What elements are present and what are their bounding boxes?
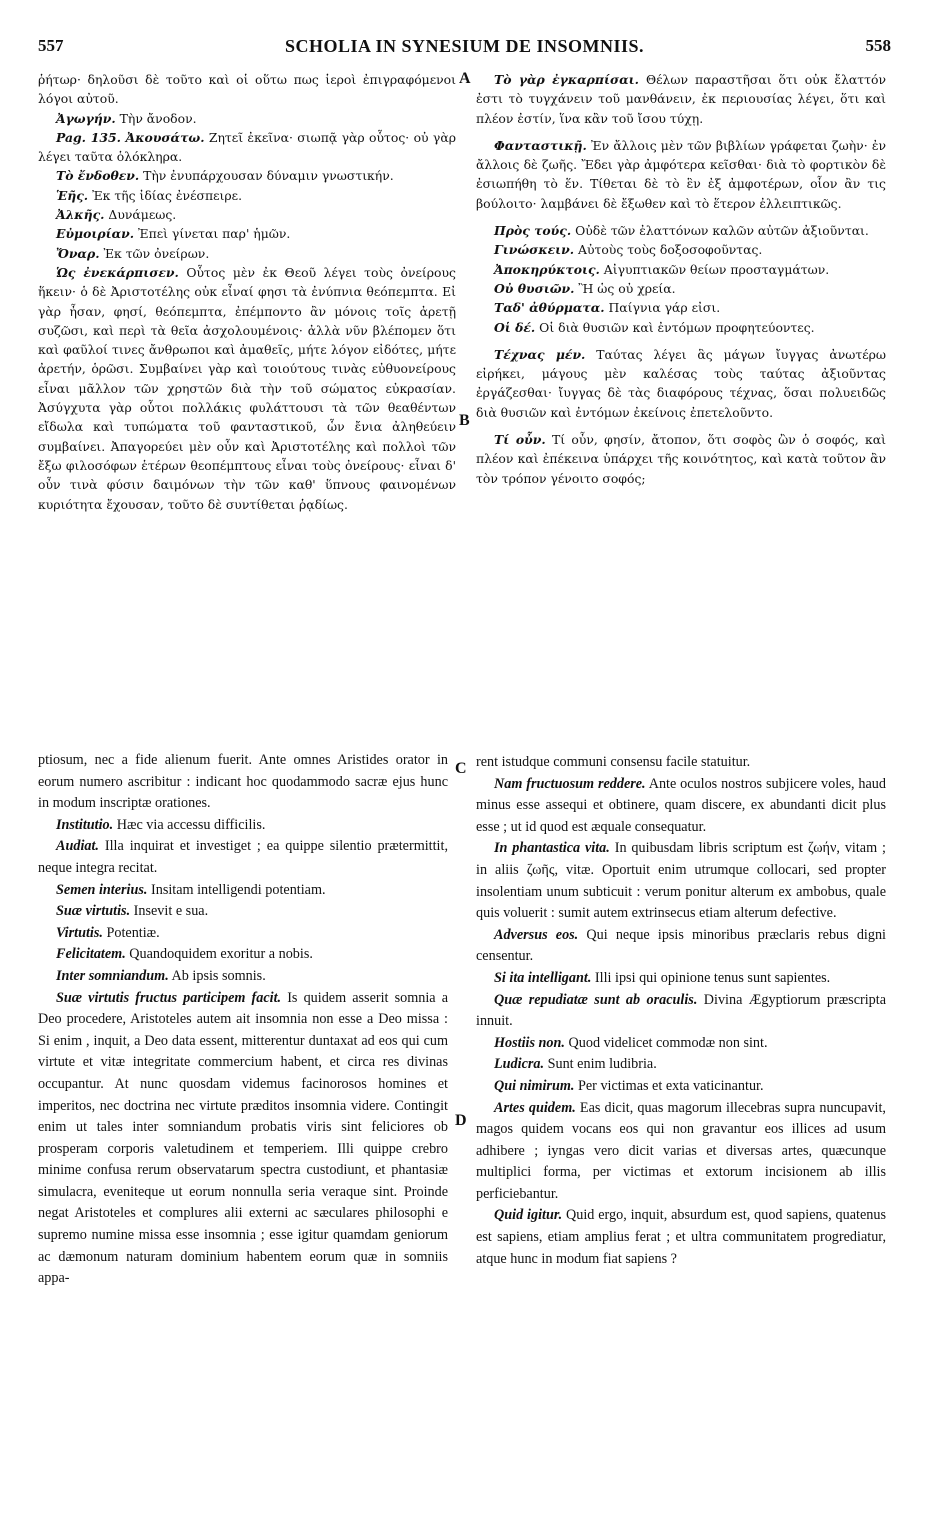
lemma: Τέχνας μέν. [494, 346, 586, 362]
gloss-text: Ἐκ τῆς ἰδίας ἐνέσπειρε. [88, 187, 243, 203]
scholion-entry [38, 923, 448, 945]
scholion-entry [476, 136, 886, 213]
lemma: Ἑῆς. [56, 187, 89, 203]
greek-scholia-left-column [38, 70, 456, 514]
scholion-entry [476, 752, 886, 774]
page-title: SCHOLIA IN SYNESIUM DE INSOMNIIS. [284, 36, 645, 56]
lemma: Οἱ δέ. [494, 319, 536, 335]
margin-marker-c: C [455, 760, 467, 777]
lemma: Hostiis non. [494, 1034, 565, 1051]
scholion-entry [38, 166, 456, 185]
gloss-text: Τί οὖν, φησίν, ἄτοπον, ὅτι σοφὸς ὢν ὁ σοφός, καὶ πλέον καὶ ἐπέκεινα ὑπάρχει τῆς κοινότητος, καὶ κατὰ τοῦτον ἂν τὸν τρόπον γένοιτο σοφός; [476, 432, 887, 486]
latin-translation-left-column [38, 750, 448, 1290]
gloss-text: Sunt enim ludibria. [544, 1056, 657, 1073]
margin-marker-b: B [459, 412, 470, 429]
lemma: Inter somniandum. [56, 967, 169, 984]
scholion-entry [476, 298, 886, 317]
gloss-text: Ἢ ὡς οὐ χρεία. [574, 280, 676, 296]
scholion-entry [476, 1098, 886, 1206]
lemma: Εὐμοιρίαν. [56, 226, 135, 242]
lemma: Τὸ ἔνδοθεν. [56, 168, 140, 184]
gloss-text: Quod videlicet commodæ non sint. [564, 1034, 768, 1051]
gloss-text: Οὐδὲ τῶν ἐλαττόνων καλῶν αὐτῶν ἀξιοῦνται. [571, 223, 869, 239]
gloss-text: Ταύτας λέγει ἃς μάγων ἴυγγας ἀνωτέρω εἰρήκει, μάγους μὲν καλέσας τοὺς ταύτας ἀξιοῦντας ἐργάζεσθαι· ἴυγγας δὲ τὰς διαφόρους τέχνας, ὅσαι πολυειδῶς διὰ θυσιῶν καὶ ἐντόμων ἐκείνοις ἐπετελοῦντο. [476, 346, 887, 420]
scholion-entry [38, 244, 456, 263]
scholion-entry [476, 318, 886, 337]
lemma: Ἀποκηρύκτοις. [494, 261, 600, 277]
scholion-entry [38, 263, 456, 514]
lemma: Ὄναρ. [56, 245, 100, 261]
gloss-text: Hæc via accessu difficilis. [113, 816, 266, 833]
scholion-entry [476, 838, 886, 924]
greek-scholia-right-column [476, 70, 886, 488]
lemma: Ἀλκῆς. [56, 207, 105, 223]
gloss-text: Οὗτος μὲν ἐκ Θεοῦ λέγει τοὺς ὀνείρους ἥκειν· ὁ δὲ Ἀριστοτέλης οὐκ εἶναί φησι τὰ ἐνύπνια θεόπεμπτα. Εἰ γὰρ ἦσαν, φησί, θεόπεμπτα, ἐπέμποντο ἂν μόνοις τοῖς ἀρετῇ συζῶσι, καὶ περὶ τὰ θεῖα ἀσχολουμένοις· ἀλλὰ νῦν βλέπομεν ὅτι καὶ φαῦλοί τινες ἄνθρωποι καὶ ἀμαθεῖς, μήτε λόγον εἰδότες, μήτε ἀρετήν, ὁρῶσι. Συμβαίνει γὰρ καὶ τοιούτους τινὰς εὐθυονείρους εἶναι μᾶλλον τῶν χρηστῶν διὰ τὴν τοῦ σώματος εὐκρασίαν. Ἀσύγχυτα γὰρ οὗτοι πολλάκις φυλάττουσι τὰ τῶν θεαθέντων εἴδωλα καὶ τυπώματα τοῦ φανταστικοῦ, ὧν ἔνια ἀληθεύειν συμβαίνει. Ἀπαγορεύει μὲν οὖν καὶ Ἀριστοτέλης καὶ πολλοὶ τῶν ἔξω φιλοσόφων ἑτέρων θεοπέμπτους εἶναι τοὺς ὀνείρους· εἶναι δ' οὖν τινὰ φύσιν δαιμόνων τὴν τῶν καθ' ὕπνους φαινομένων κυριότητα ἔχουσαν, τοῦτο δὲ συντίθεται ῥᾳδίως. [38, 264, 456, 512]
margin-marker-a: A [459, 70, 471, 87]
gloss-text: Quid ergo, inquit, absurdum est, quod sapiens, quatenus est sapiens, etiam amplius ferat ; et ultra communitatem progrediatur, atque hunc in modum fiat sapiens ? [476, 1207, 886, 1267]
scholion-entry [476, 279, 886, 298]
scholion-entry [476, 430, 886, 488]
lemma: Semen interius. [56, 881, 148, 898]
lemma: Artes quidem. [494, 1099, 576, 1116]
lemma: Quæ repudiatæ sunt ab oraculis. [494, 991, 698, 1008]
scholion-entry [476, 990, 886, 1033]
scholion-entry [38, 815, 448, 837]
scholion-entry [476, 221, 886, 240]
gloss-text: Per victimas et exta vaticinantur. [574, 1077, 764, 1094]
gloss-text: ῥήτωρ· δηλοῦσι δὲ τοῦτο καὶ οἱ οὕτω πως ἱεροὶ ἐπιγραφόμενοι λόγοι αὐτοῦ. [38, 72, 456, 107]
gloss-text: ptiosum, nec a fide alienum fuerit. Ante omnes Aristides orator in eorum numero ascribitur : indicant hoc quodammodo sacræ ejus hunc in modum inscriptæ orationes. [38, 752, 448, 812]
lemma: Τί οὖν. [494, 432, 546, 448]
gloss-text: Ἐπεὶ γίνεται παρ' ἡμῶν. [134, 226, 291, 242]
lemma: Adversus eos. [494, 926, 579, 943]
gloss-text: Ζητεῖ ἐκεῖνα· σιωπᾷ γὰρ οὗτος· οὐ γὰρ λέγει ταῦτα ὁλόκληρα. [38, 129, 456, 165]
lemma: Suæ virtutis fructus participem facit. [56, 989, 282, 1006]
gloss-text: Is quidem asserit somnia a Deo procedere, Aristoteles autem ait insomnia non esse a Deo missa : Si enim , inquit, a Deo data essent, mitterentur duntaxat ad eos qui cum virtute et vitæ integritate commercium habent, et circa res divinas occupantur. At nunc quosdam videmus facinorosos homines et imperitos, nec doctrina nec virtute præditos insomnia videre. Contingit enim ut tales inter somniandum probatis viris sint feliciores ob prosperam corporis valetudinem et temperiem. Illi quippe crebro minime confusa rerum observatarum spectra custodiunt, et phantasiæ simulacra, eveniteque ut eorum nonnulla seria veraque sint. Proinde negat Aristoteles et complures alii externi ac sæculares philosophi e supremo numine missa esse insomnia ; esse igitur quamdam geniorum ac dæmonum naturam dominium habentem eorum quæ in somniis appa- [38, 989, 449, 1287]
gloss-text: Ab ipsis somnis. [168, 967, 266, 984]
margin-marker-d: D [455, 1112, 467, 1129]
gloss-text: Αὐτοὺς τοὺς δοξοσοφοῦντας. [574, 242, 763, 258]
gloss-text: Qui neque ipsis minoribus præclaris rebus digni censentur. [476, 926, 886, 965]
gloss-text: Ἐκ τῶν ὀνείρων. [99, 245, 210, 261]
lemma: Ludicra. [494, 1056, 545, 1073]
gloss-text: Ἐν ἄλλοις μὲν τῶν βιβλίων γράφεται ζωὴν· ἐν ἄλλοις δὲ ζωῆς. Ἔδει γὰρ ἀμφότερα κεῖσθαι· διὰ τὸ φορτικὸν δὲ ἐσιωπήθη τὸ ἕν. Τίθεται δὲ τὸ ἓν ἐξ ἀμφοτέρων, οἷον ἂν τις βούλοιτο· λαμβάνει δὲ ἔξωθεν καὶ τὸ ἕτερον ἐλλειπτικῶς. [476, 137, 886, 211]
scholion-entry [38, 836, 448, 879]
lemma: Ταδ' ἀθύρματα. [494, 300, 605, 316]
gloss-text: Insevit e sua. [130, 903, 209, 920]
lemma: Felicitatem. [56, 946, 126, 963]
lemma: Γινώσκειν. [494, 242, 575, 258]
gloss-text: Τὴν ἐνυπάρχουσαν δύναμιν γνωστικήν. [139, 168, 394, 184]
latin-translation-right-column [476, 752, 886, 1270]
lemma: Pag. 135. Ἀκουσάτω. [56, 129, 205, 145]
gloss-text: Ante oculos nostros subjicere voles, haud minus esse assequi et obtinere, quam discere, ex abundanti dicit plus esse ; ut id quod est æquale consequatur. [476, 775, 886, 835]
gloss-text: Potentiæ. [102, 924, 160, 941]
gloss-text: Illa inquirat et investiget ; ea quippe silentio prætermittit, neque integra recitat. [38, 838, 448, 876]
scholion-entry [38, 205, 456, 224]
lemma: In phantastica vita. [494, 840, 610, 857]
gloss-text: Divina Ægyptiorum præscripta innuit. [476, 991, 886, 1030]
scholion-entry [476, 774, 886, 839]
lemma: Audiat. [56, 838, 99, 855]
gloss-text: Τὴν ἄνοδον. [115, 110, 197, 126]
lemma: Τὸ γὰρ ἐγκαρπίσαι. [494, 72, 639, 87]
page-number-left: 557 [38, 36, 64, 55]
scholion-entry [38, 109, 456, 128]
scholion-entry [476, 240, 886, 259]
scholion-entry [38, 224, 456, 243]
gloss-text: Insitam intelligendi potentiam. [147, 881, 326, 898]
lemma: Quid igitur. [494, 1207, 563, 1224]
lemma: Φανταστικῇ. [494, 137, 587, 153]
scholion-entry [476, 1076, 886, 1098]
lemma: Si ita intelligant. [494, 969, 592, 986]
scholion-entry [476, 1054, 886, 1076]
gloss-text: rent istudque communi consensu facile statuitur. [476, 754, 751, 770]
scholion-entry [476, 260, 886, 279]
lemma: Institutio. [56, 816, 114, 833]
scholion-entry [476, 925, 886, 968]
gloss-text: In quibusdam libris scriptum est ζωήν, vitam ; in aliis ζωῆς, vitæ. Oportuit enim utrumque collocari, sed propter insolentiam unum subticuit : verum ponitur alterum ex ambobus, quale quis voluerit : sumit autem extrinsecus etiam alterum defective. [476, 840, 886, 922]
running-header [38, 36, 891, 60]
scholion-entry [38, 988, 448, 1290]
scholion-entry [38, 944, 448, 966]
scholion-entry [38, 128, 456, 167]
gloss-text: Illi ipsi qui opinione tenus sunt sapientes. [591, 969, 831, 986]
scholion-entry [476, 70, 886, 128]
lemma: Οὐ θυσιῶν. [494, 280, 575, 296]
scholion-entry [476, 1205, 886, 1270]
gloss-text: Quandoquidem exoritur a nobis. [125, 946, 313, 963]
gloss-text: Δυνάμεως. [104, 207, 177, 223]
scholion-entry [38, 880, 448, 902]
scholion-entry [476, 345, 886, 422]
scholion-entry [476, 968, 886, 990]
scholion-entry [38, 966, 448, 988]
scholion-entry [38, 901, 448, 923]
scholion-entry [38, 70, 456, 109]
gloss-text: Οἱ διὰ θυσιῶν καὶ ἐντόμων προφητεύοντες. [535, 319, 815, 335]
lemma: Πρὸς τούς. [494, 223, 572, 239]
page-number-right: 558 [865, 36, 891, 55]
gloss-text: Eas dicit, quas magorum illecebras supra nuncupavit, magos quidem vocans eos qui non gravantur eos illices ad usum adhibere ; iyngas vero dicit varias et diversas artes, quæcunque multiplici forma, per victimas et extorum incisionem ab illis perficiebantur. [476, 1099, 886, 1202]
lemma: Virtutis. [56, 924, 103, 941]
scholion-entry [38, 186, 456, 205]
gloss-text: Θέλων παραστῆσαι ὅτι οὐκ ἔλαττόν ἐστι τὸ τυγχάνειν τοῦ μανθάνειν, ἐκ περιουσίας λέγει, ὅτι καὶ πλέον ἐστίν, ἵνα κἂν τοῦ ἴσου τύχῃ. [476, 72, 886, 126]
scholion-entry [476, 1033, 886, 1055]
lemma: Qui nimirum. [494, 1077, 575, 1094]
gloss-text: Αἰγυπτιακῶν θείων προσταγμάτων. [599, 261, 830, 277]
lemma: Suæ virtutis. [56, 903, 131, 920]
lemma: Ὡς ἐνεκάρπισεν. [56, 264, 179, 280]
lemma: Nam fructuosum reddere. [494, 775, 646, 792]
gloss-text: Παίγνια γάρ εἰσι. [604, 300, 721, 316]
scholion-entry [38, 750, 448, 815]
lemma: Ἀγωγήν. [56, 110, 116, 126]
